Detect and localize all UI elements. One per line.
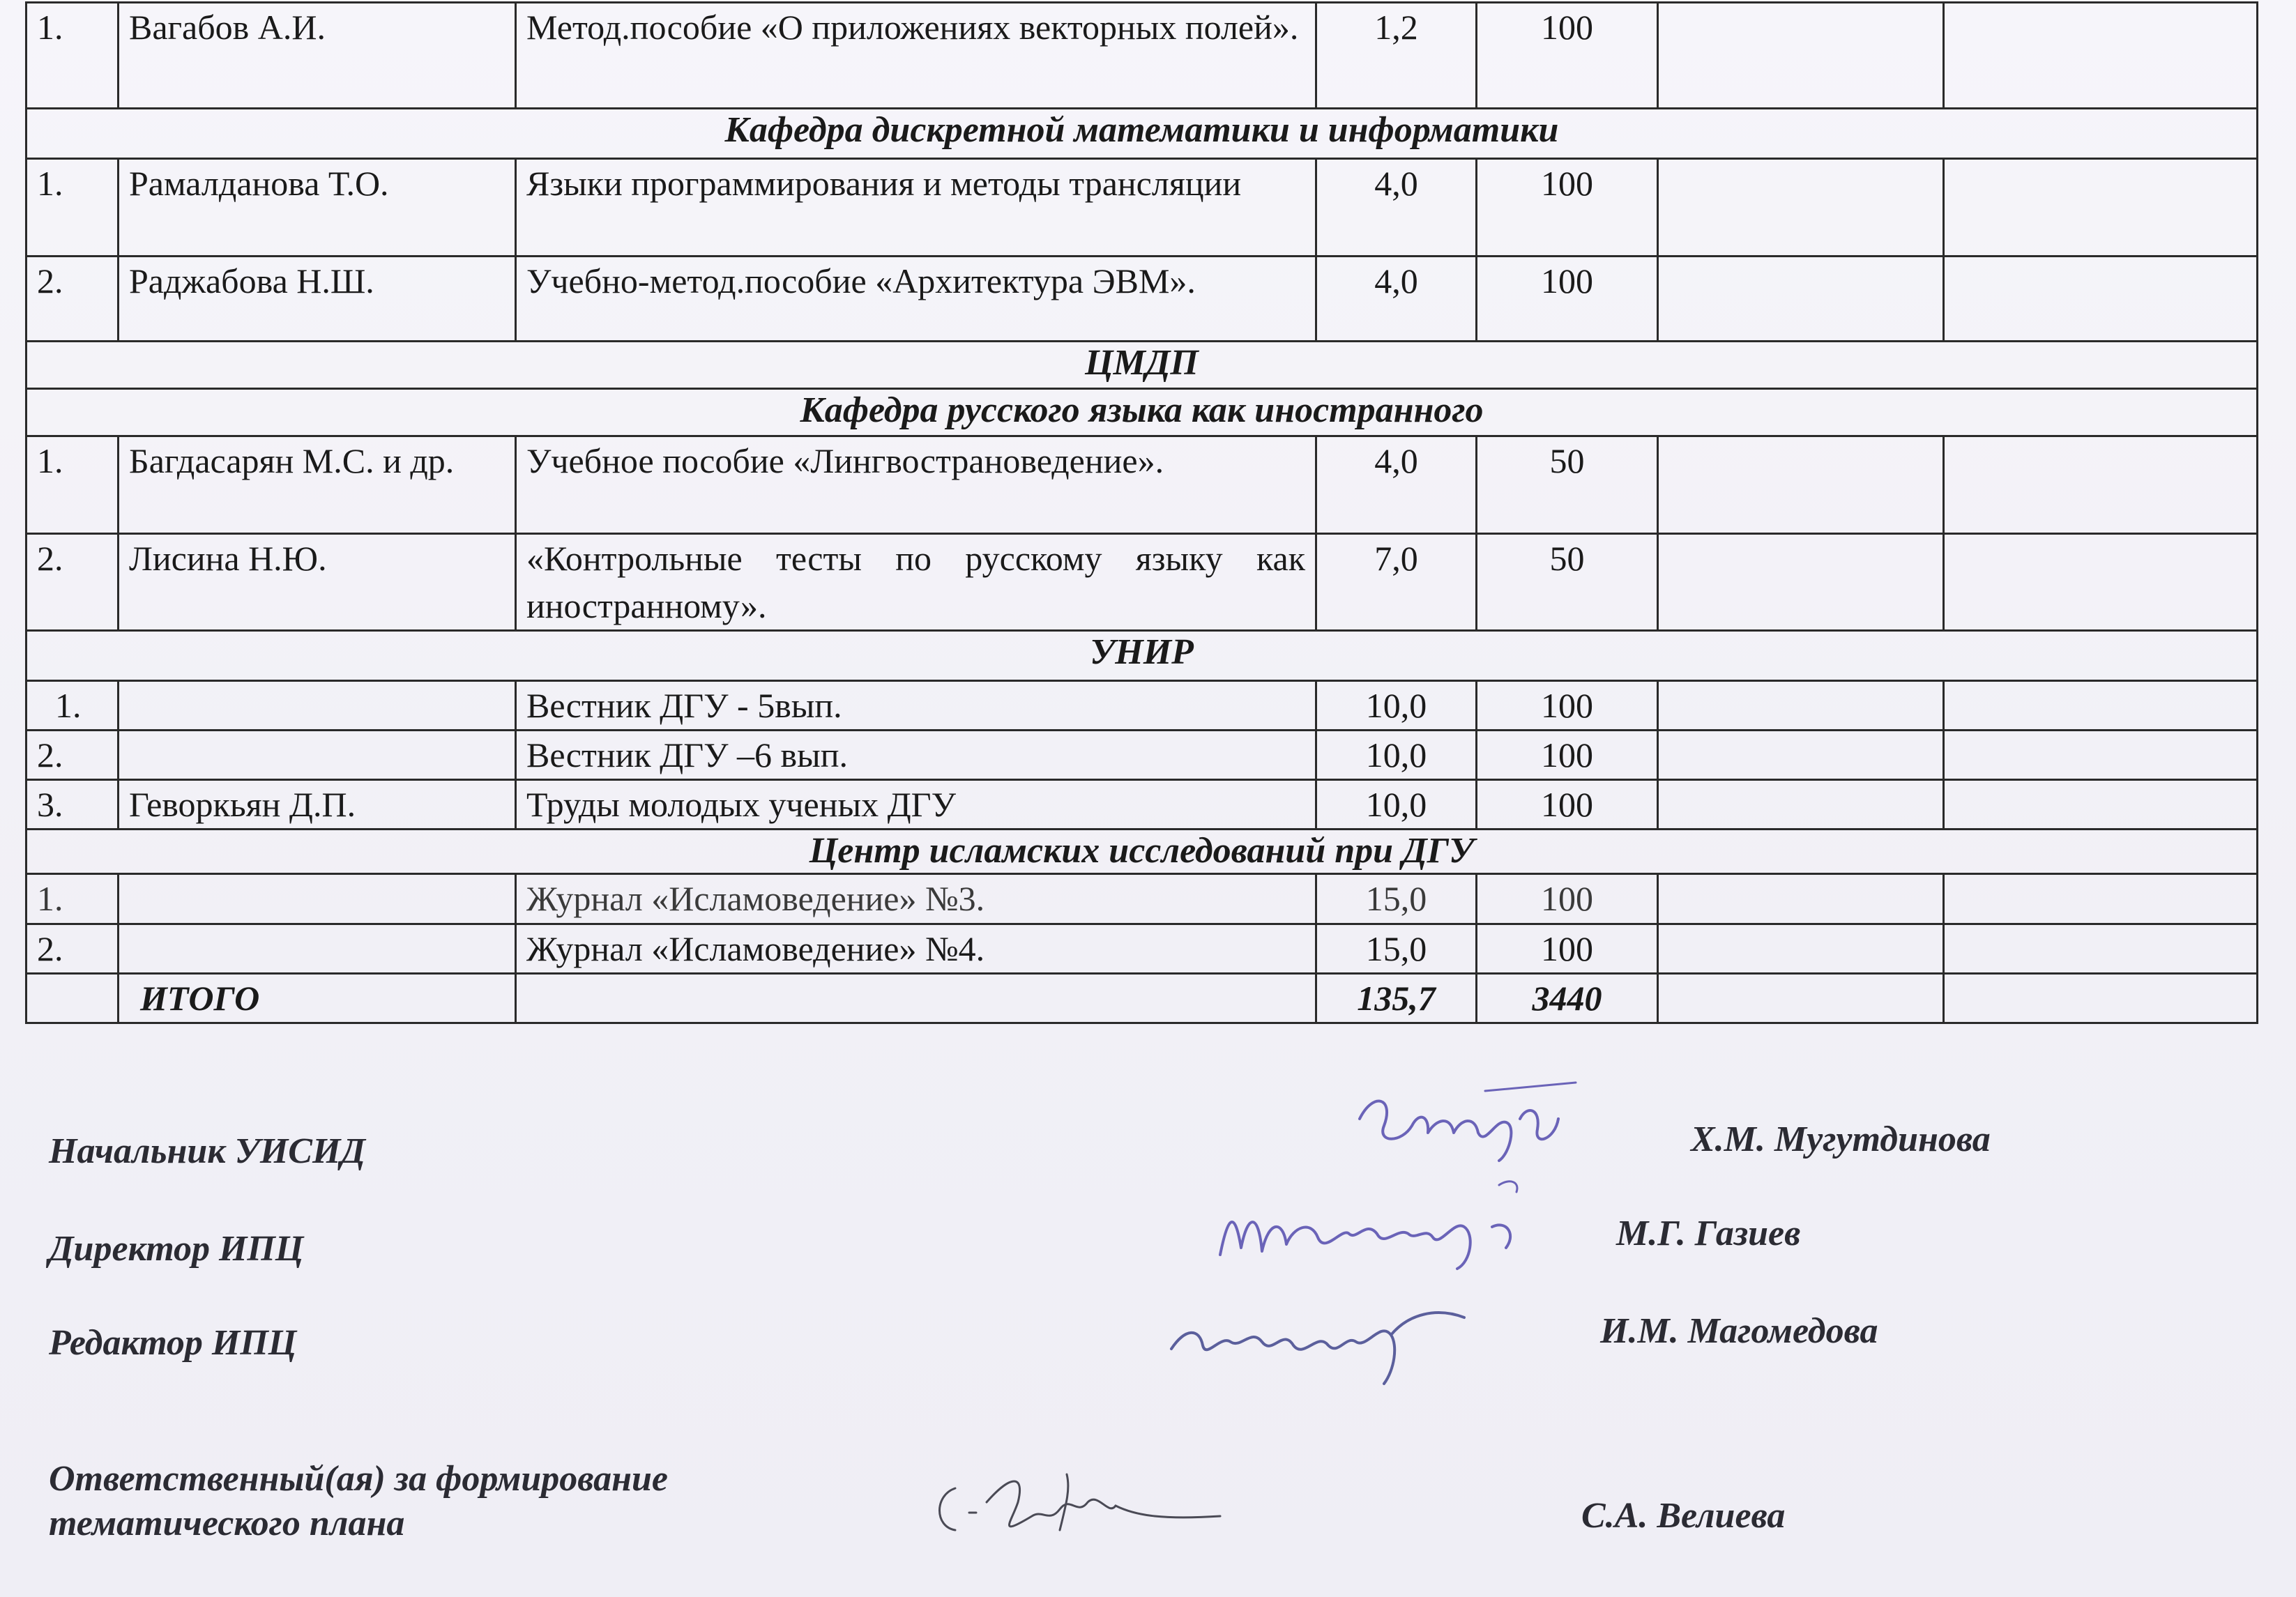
row-volume: 1,2 <box>1316 3 1477 109</box>
section-title: УНИР <box>26 631 2258 681</box>
row-title: Журнал «Исламоведение» №3. <box>516 874 1316 924</box>
position-title: Ответственный(ая) за формирование тематического плана <box>49 1459 669 1543</box>
row-copies: 100 <box>1477 3 1658 109</box>
row-copies: 100 <box>1477 780 1658 830</box>
row-title: Вестник ДГУ –6 вып. <box>516 731 1316 780</box>
row-author: Лисина Н.Ю. <box>119 534 516 631</box>
row-number: 3. <box>26 780 119 830</box>
handwritten-signature <box>1199 1178 1562 1283</box>
signatory-name: Х.М. Мугутдинова <box>1691 1120 1991 1159</box>
row-copies: 50 <box>1477 436 1658 534</box>
row-copies: 100 <box>1477 681 1658 731</box>
row-title: Языки программирования и методы трансляции <box>516 159 1316 257</box>
row-number: 1. <box>26 874 119 924</box>
row-title: «Контрольные тесты по русскому языку как иностранному». <box>516 534 1316 631</box>
section-title: Центр исламских исследований при ДГУ <box>26 830 2258 874</box>
row-volume: 15,0 <box>1316 924 1477 974</box>
handwritten-signature <box>1346 1077 1611 1175</box>
row-number: 1. <box>26 159 119 257</box>
row-title: Вестник ДГУ - 5вып. <box>516 681 1316 731</box>
row-number: 1. <box>26 3 119 109</box>
position-title: Редактор ИПЦ <box>49 1323 297 1363</box>
signatory-name: М.Г. Газиев <box>1616 1214 1801 1253</box>
row-author: Геворкьян Д.П. <box>119 780 516 830</box>
row-copies: 100 <box>1477 159 1658 257</box>
total-label: ИТОГО <box>119 974 516 1023</box>
row-number: 2. <box>26 257 119 342</box>
row-title: Метод.пособие «О приложениях векторных полей». <box>516 3 1316 109</box>
total-volume: 135,7 <box>1316 974 1477 1023</box>
row-title: Журнал «Исламоведение» №4. <box>516 924 1316 974</box>
position-title: Начальник УИСИД <box>49 1131 365 1171</box>
row-copies: 50 <box>1477 534 1658 631</box>
row-copies: 100 <box>1477 731 1658 780</box>
row-title: Труды молодых ученых ДГУ <box>516 780 1316 830</box>
row-volume: 10,0 <box>1316 681 1477 731</box>
handwritten-signature <box>927 1460 1248 1565</box>
signatory-name: И.М. Магомедова <box>1600 1311 1878 1351</box>
row-number: 2. <box>26 731 119 780</box>
row-number: 2. <box>26 534 119 631</box>
row-volume: 10,0 <box>1316 731 1477 780</box>
row-volume: 4,0 <box>1316 257 1477 342</box>
section-title: ЦМДП <box>26 342 2258 389</box>
row-volume: 7,0 <box>1316 534 1477 631</box>
row-number: 2. <box>26 924 119 974</box>
row-title: Учебное пособие «Лингвострановедение». <box>516 436 1316 534</box>
row-volume: 4,0 <box>1316 159 1477 257</box>
position-title: Директор ИПЦ <box>49 1229 304 1269</box>
row-author: Рамалданова Т.О. <box>119 159 516 257</box>
row-copies: 100 <box>1477 257 1658 342</box>
row-author: Багдасарян М.С. и др. <box>119 436 516 534</box>
total-copies: 3440 <box>1477 974 1658 1023</box>
row-author: Вагабов А.И. <box>119 3 516 109</box>
section-title: Кафедра русского языка как иностранного <box>26 389 2258 436</box>
row-copies: 100 <box>1477 874 1658 924</box>
signatory-name: С.А. Велиева <box>1581 1496 1786 1536</box>
row-number: 1. <box>26 436 119 534</box>
row-volume: 4,0 <box>1316 436 1477 534</box>
section-title: Кафедра дискретной математики и информатики <box>26 109 2258 159</box>
handwritten-signature <box>1157 1286 1520 1398</box>
row-volume: 15,0 <box>1316 874 1477 924</box>
row-volume: 10,0 <box>1316 780 1477 830</box>
row-author: Раджабова Н.Ш. <box>119 257 516 342</box>
row-copies: 100 <box>1477 924 1658 974</box>
row-title: Учебно-метод.пособие «Архитектура ЭВМ». <box>516 257 1316 342</box>
row-number: 1. <box>26 681 119 731</box>
